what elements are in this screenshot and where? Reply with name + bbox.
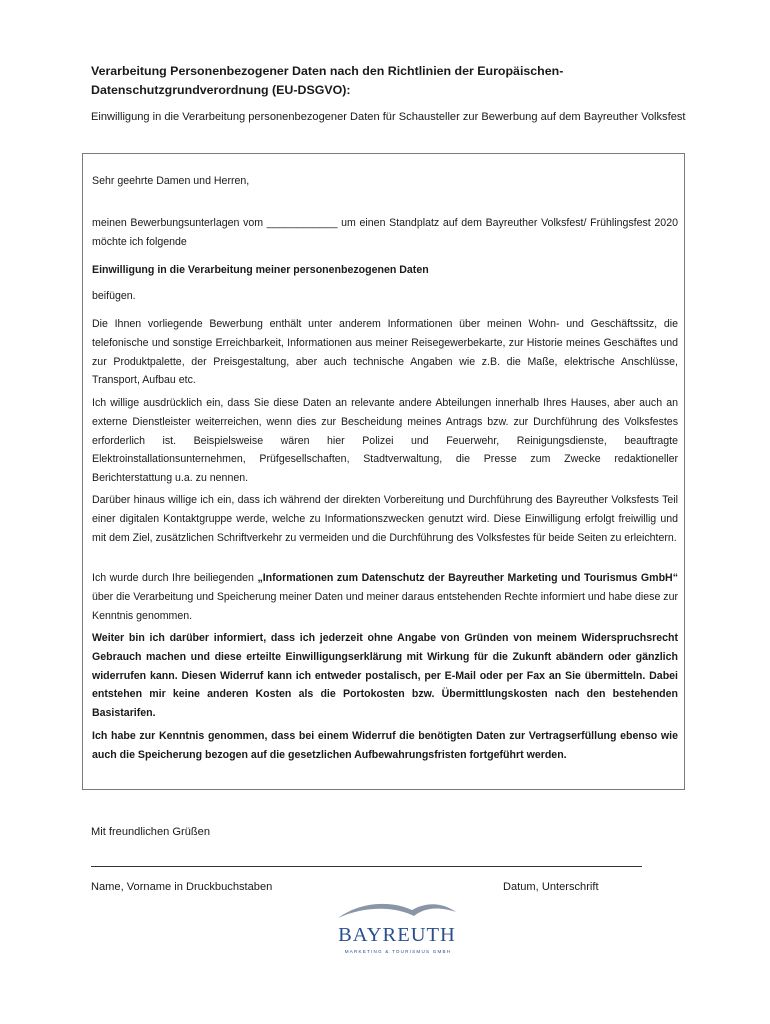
bayreuth-logo-swoosh-icon [338, 904, 456, 918]
document-title: Verarbeitung Personenbezogener Daten nach den Richtlinien der Europäischen- Datenschutzgrundverordnung (EU-DSGVO): [91, 64, 564, 97]
date-signature-label: Datum, Unterschrift [503, 881, 599, 893]
paragraph-data-contents: Die Ihnen vorliegende Bewerbung enthält unter anderem Informationen über meinen Wohn- und Geschäftssitz, die telefonische und sonstige Erreichbarkeit, Informationen aus meiner Reisegewerbekarte, zur Historie meines Geschäftes und zur Produktpalette, der Preisgestaltung, aber auch technische Angaben wie z.B. die Maße, elektrische Anschlüsse, Transport, Aufbau etc. [92, 318, 678, 387]
letter-intro: meinen Bewerbungsunterlagen vom ____________ um einen Standplatz auf dem Bayreuther Volksfest/ Frühlingsfest 2020 möchte ich folgende [92, 217, 678, 248]
bayreuth-logo-tagline: MARKETING & TOURISMUS GMBH [344, 949, 452, 954]
paragraph-withdrawal-right: Weiter bin ich darüber informiert, dass ich jederzeit ohne Angabe von Gründen von meinem Widerspruchsrecht Gebrauch machen und diese erteilte Einwilligungserklärung mit Wirkung für die Zukunft abändern oder gänzlich widerrufen kann. Diesen Widerruf kann ich entweder postalisch, per E-Mail oder per Fax an Sie übermitteln. Dabei entstehen mir keine anderen Kosten als die Portokosten bzw. Übermittlungskosten nach den bestehenden Basistarifen. [92, 632, 678, 720]
privacy-info-rest: über die Verarbeitung und Speicherung meiner Daten und meiner daraus entstehenden Rechte informiert und habe diese zur Kenntnis genommen. [92, 590, 678, 622]
paragraph-privacy-info [92, 569, 678, 625]
closing-greeting: Mit freundlichen Grüßen [91, 826, 211, 838]
paragraph-data-sharing: Ich willige ausdrücklich ein, dass Sie diese Daten an relevante andere Abteilungen innerhalb Ihres Hauses, aber auch an externe Dienstleister weiterreichen, wenn dies zur Bescheidung meines Antrags bzw. zur Durchführung des Volksfestes erforderlich ist. Beispielsweise wären hier Polizei und Feuerwehr, Reinigungsdienste, beauftragte Elektroinstallationsunternehmen, Prüfgesellschaften, Stadtverwaltung, die Presse zum Zwecke redaktioneller Berichterstattung u.a. zu nennen. [92, 397, 678, 485]
privacy-info-document-title: „Informationen zum Datenschutz der Bayreuther Marketing und Tourismus GmbH“ [257, 572, 679, 584]
paragraph-withdrawal-consequence: Ich habe zur Kenntnis genommen, dass bei einem Widerruf die benötigten Daten zur Vertragserfüllung ebenso wie auch die Speicherung bezogen auf die gesetzlichen Aufbewahrungsfristen fortgeführt werden. [92, 730, 678, 761]
bayreuth-logo-svg [334, 898, 460, 958]
name-label: Name, Vorname in Druckbuchstaben [91, 881, 273, 893]
paragraph-contact-group: Darüber hinaus willige ich ein, dass ich während der direkten Vorbereitung und Durchführung des Bayreuther Volksfests Teil einer digitalen Kontaktgruppe werde, welche zu Informationszwecken genutzt wird. Diese Einwilligung erfolgt freiwillig und mit dem Ziel, zusätzlichen Schriftverkehr zu vermeiden und die Durchführung des Volksfestes für beide Seiten zu erleichtern. [92, 494, 678, 544]
consent-heading: Einwilligung in die Verarbeitung meiner personenbezogenen Daten [92, 264, 429, 276]
bayreuth-logo [334, 898, 460, 958]
letter-attach: beifügen. [92, 290, 136, 302]
document-subtitle: Einwilligung in die Verarbeitung personenbezogener Daten für Schausteller zur Bewerbung auf dem Bayreuther Volksfest [91, 111, 686, 123]
consent-letter-box [82, 153, 685, 790]
letter-salutation: Sehr geehrte Damen und Herren, [92, 175, 250, 187]
privacy-info-intro: Ich wurde durch Ihre beiliegenden [92, 572, 258, 584]
signature-line [91, 866, 642, 867]
bayreuth-logo-text: BAYREUTH [338, 924, 456, 946]
